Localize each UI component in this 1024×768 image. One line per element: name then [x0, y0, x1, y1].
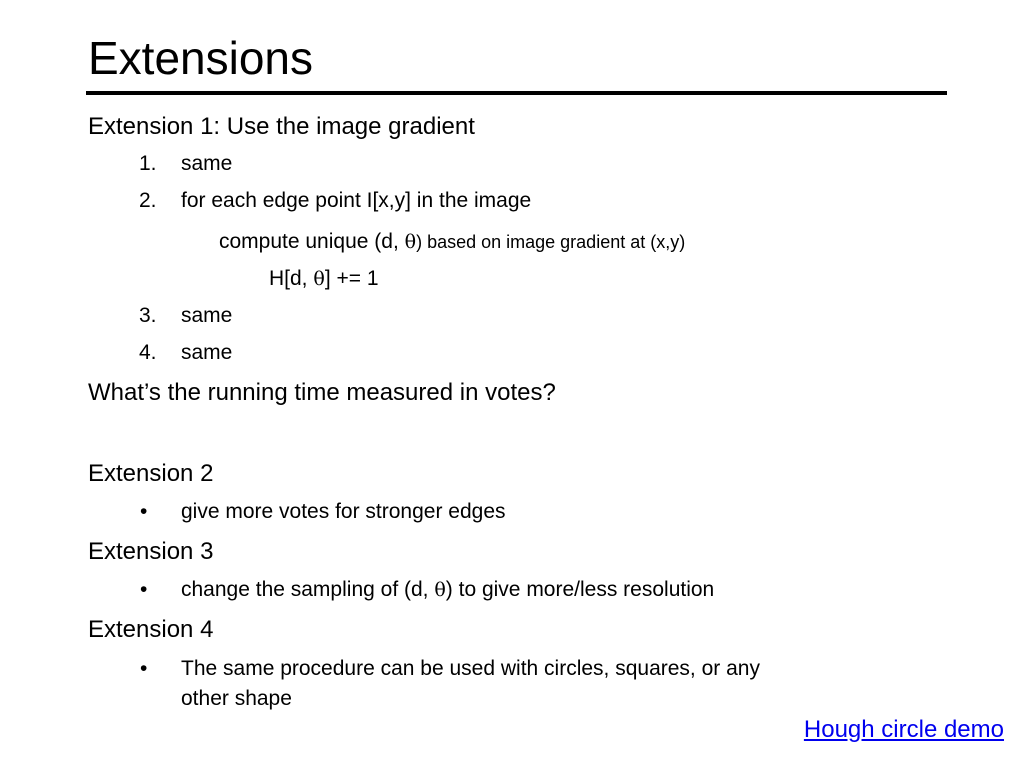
bullet-icon: • — [140, 657, 148, 680]
bullet-icon: • — [140, 500, 148, 523]
extension-2-heading: Extension 2 — [88, 460, 214, 487]
extension-3-text-suffix: ) to give more/less resolution — [445, 578, 715, 601]
update-line-prefix: H[d, — [269, 267, 314, 290]
compute-line-suffix: ) based on image gradient at (x,y) — [416, 232, 686, 252]
list-item-2-number: 2. — [139, 189, 157, 212]
extension-1-heading: Extension 1: Use the image gradient — [88, 113, 475, 140]
slide-title: Extensions — [88, 32, 314, 84]
bullet-icon: • — [140, 578, 148, 601]
theta-symbol: θ — [434, 579, 446, 601]
extension-4-heading: Extension 4 — [88, 616, 214, 643]
compute-line-prefix: compute unique (d, — [219, 230, 405, 253]
list-item-4-text: same — [181, 341, 233, 364]
title-underline — [86, 91, 947, 95]
theta-symbol: θ — [404, 231, 417, 253]
theta-symbol: θ — [313, 268, 325, 290]
extension-2-bullet-text: give more votes for stronger edges — [181, 500, 506, 523]
list-item-1-number: 1. — [139, 152, 157, 175]
extension-4-bullet-line-1: The same procedure can be used with circles, squares, or any — [181, 657, 760, 680]
update-line-suffix: ] += 1 — [324, 267, 379, 290]
extension-4-bullet-line-2: other shape — [181, 687, 292, 710]
extension-3-heading: Extension 3 — [88, 538, 214, 565]
update-line — [269, 265, 379, 293]
list-item-3-number: 3. — [139, 304, 157, 327]
list-item-4-number: 4. — [139, 341, 157, 364]
list-item-3-text: same — [181, 304, 233, 327]
running-time-question: What’s the running time measured in votes? — [88, 379, 556, 406]
list-item-1-text: same — [181, 152, 233, 175]
list-item-2-text: for each edge point I[x,y] in the image — [181, 189, 532, 212]
hough-circle-demo-link[interactable]: Hough circle demo — [803, 716, 1004, 743]
compute-line — [219, 228, 685, 256]
extension-3-bullet-text — [181, 576, 714, 604]
extension-3-text-prefix: change the sampling of (d, — [181, 578, 435, 601]
